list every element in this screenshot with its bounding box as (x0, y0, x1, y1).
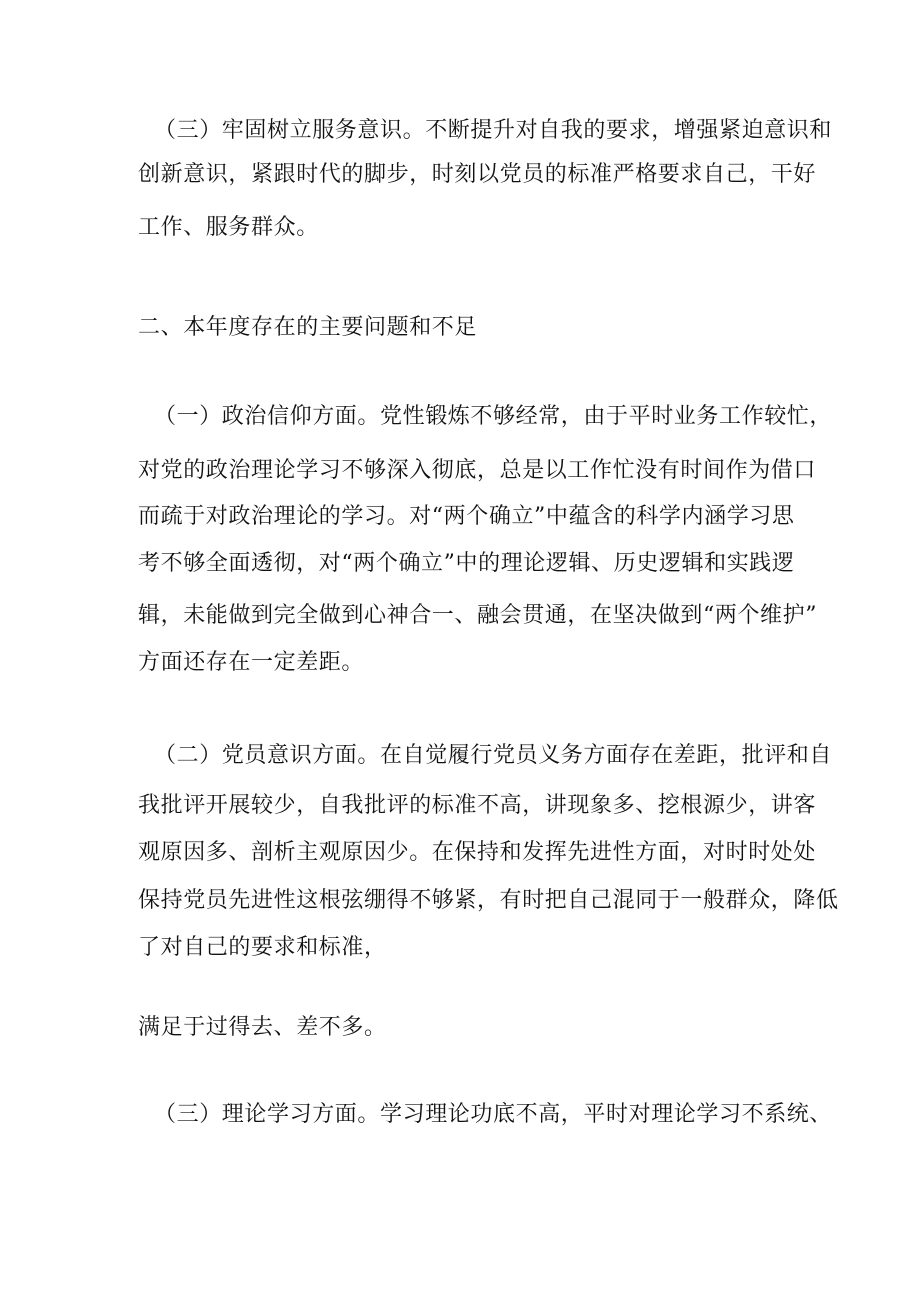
paragraph-line: （一）政治信仰方面。党性锻炼不够经常，由于平时业务工作较忙， (154, 404, 833, 429)
paragraph-line: 保持党员先进性这根弦绷得不够紧，有时把自己混同于一般群众，降低 (138, 888, 839, 913)
paragraph-line: 对党的政治理论学习不够深入彻底，总是以工作忙没有时间作为借口 (138, 458, 817, 483)
section-heading: 二、本年度存在的主要问题和不足 (138, 315, 478, 340)
paragraph-line: 了对自己的要求和标准， (138, 935, 387, 960)
paragraph-line: 满足于过得去、差不多。 (138, 1015, 387, 1040)
paragraph-line: 考不够全面透彻，对“两个确立”中的理论逻辑、历史逻辑和实践逻 (138, 551, 795, 576)
paragraph-line: 工作、服务群众。 (138, 215, 319, 240)
paragraph-line: 创新意识，紧跟时代的脚步，时刻以党员的标准严格要求自己，干好 (138, 162, 817, 187)
paragraph-line: （三）牢固树立服务意识。不断提升对自我的要求，增强紧迫意识和 (154, 118, 833, 143)
paragraph-line: 我批评开展较少，自我批评的标准不高，讲现象多、挖根源少，讲客 (138, 793, 817, 818)
paragraph-line: （三）理论学习方面。学习理论功底不高，平时对理论学习不系统、 (154, 1102, 833, 1127)
paragraph-line: 辑，未能做到完全做到心神合一、融会贯通，在坚决做到“两个维护” (138, 603, 818, 628)
paragraph-line: 方面还存在一定差距。 (138, 650, 365, 675)
paragraph-line: 观原因多、剖析主观原因少。在保持和发挥先进性方面，对时时处处 (138, 840, 817, 865)
paragraph-line: （二）党员意识方面。在自觉履行党员义务方面存在差距，批评和自 (154, 743, 833, 768)
paragraph-line: 而疏于对政治理论的学习。对“两个确立”中蕴含的科学内涵学习思 (138, 504, 795, 529)
